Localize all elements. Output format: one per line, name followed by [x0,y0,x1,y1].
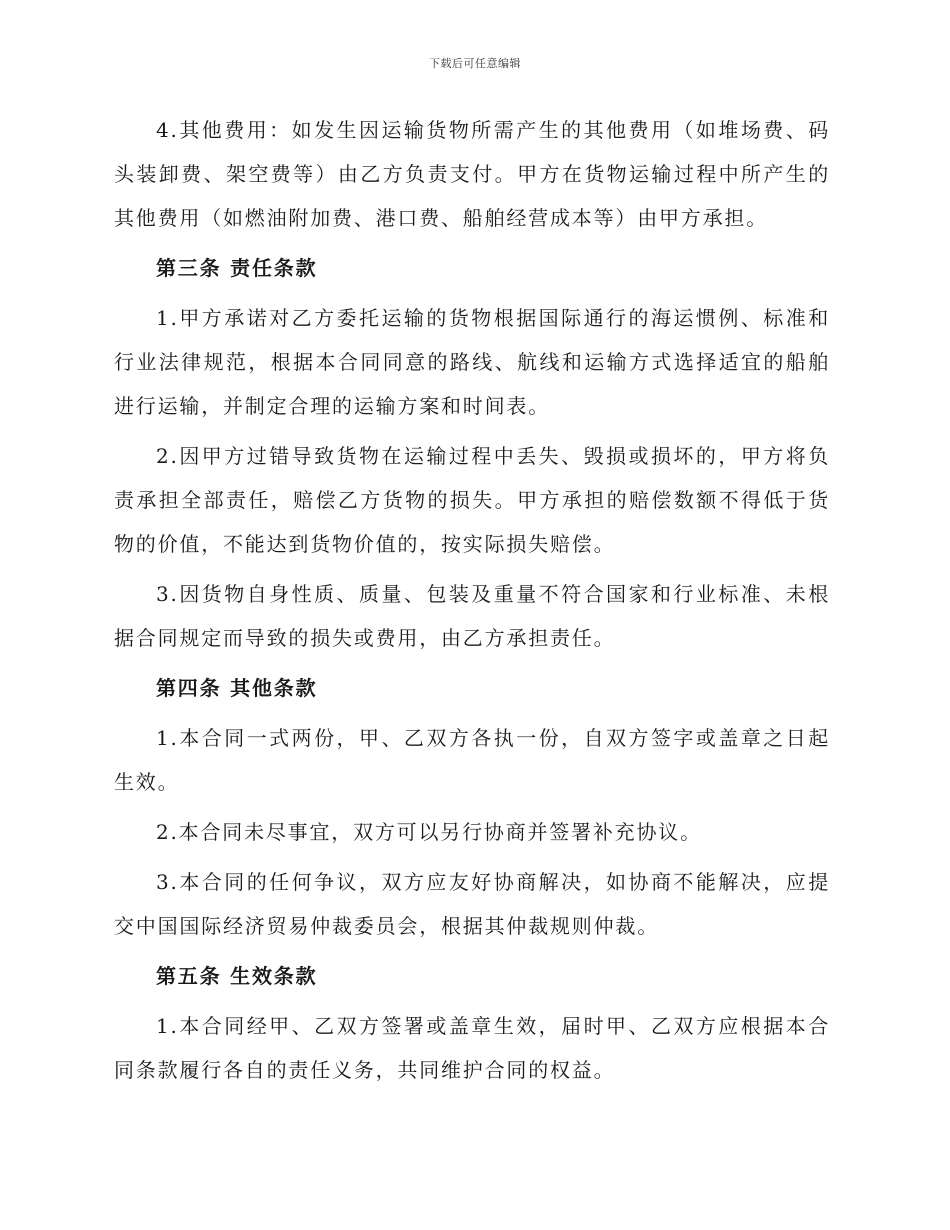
paragraph-art4-item3: 3.本合同的任何争议，双方应友好协商解决，如协商不能解决，应提交中国国际经济贸易仲裁委员会，根据其仲裁规则仲裁。 [114,870,830,938]
heading-article-3: 第三条 责任条款 [156,256,318,280]
document-body [114,108,830,1098]
paragraph-art4-item2: 2.本合同未尽事宜，双方可以另行协商并签署补充协议。 [156,820,702,844]
paragraph-art3-item3: 3.因货物自身性质、质量、包装及重量不符合国家和行业标准、未根据合同规定而导致的损失或费用，由乙方承担责任。 [114,582,830,650]
paragraph-art4-item1: 1.本合同一式两份，甲、乙双方各执一份，自双方签字或盖章之日起生效。 [114,726,830,794]
page-header: 下载后可任意编辑 [429,57,521,70]
paragraph-art5-item1: 1.本合同经甲、乙双方签署或盖章生效，届时甲、乙双方应根据本合同条款履行各自的责任义务，共同维护合同的权益。 [114,1014,830,1082]
paragraph-art3-item2: 2.因甲方过错导致货物在运输过程中丢失、毁损或损坏的，甲方将负责承担全部责任，赔偿乙方货物的损失。甲方承担的赔偿数额不得低于货物的价值，不能达到货物价值的，按实际损失赔偿。 [114,444,830,556]
heading-article-4: 第四条 其他条款 [156,676,318,700]
paragraph-other-fees: 4.其他费用：如发生因运输货物所需产生的其他费用（如堆场费、码头装卸费、架空费等）由乙方负责支付。甲方在货物运输过程中所产生的其他费用（如燃油附加费、港口费、船舶经营成本等）由甲方承担。 [114,118,830,230]
paragraph-art3-item1: 1.甲方承诺对乙方委托运输的货物根据国际通行的海运惯例、标准和行业法律规范，根据本合同同意的路线、航线和运输方式选择适宜的船舶进行运输，并制定合理的运输方案和时间表。 [114,306,830,418]
heading-article-5: 第五条 生效条款 [156,964,318,988]
